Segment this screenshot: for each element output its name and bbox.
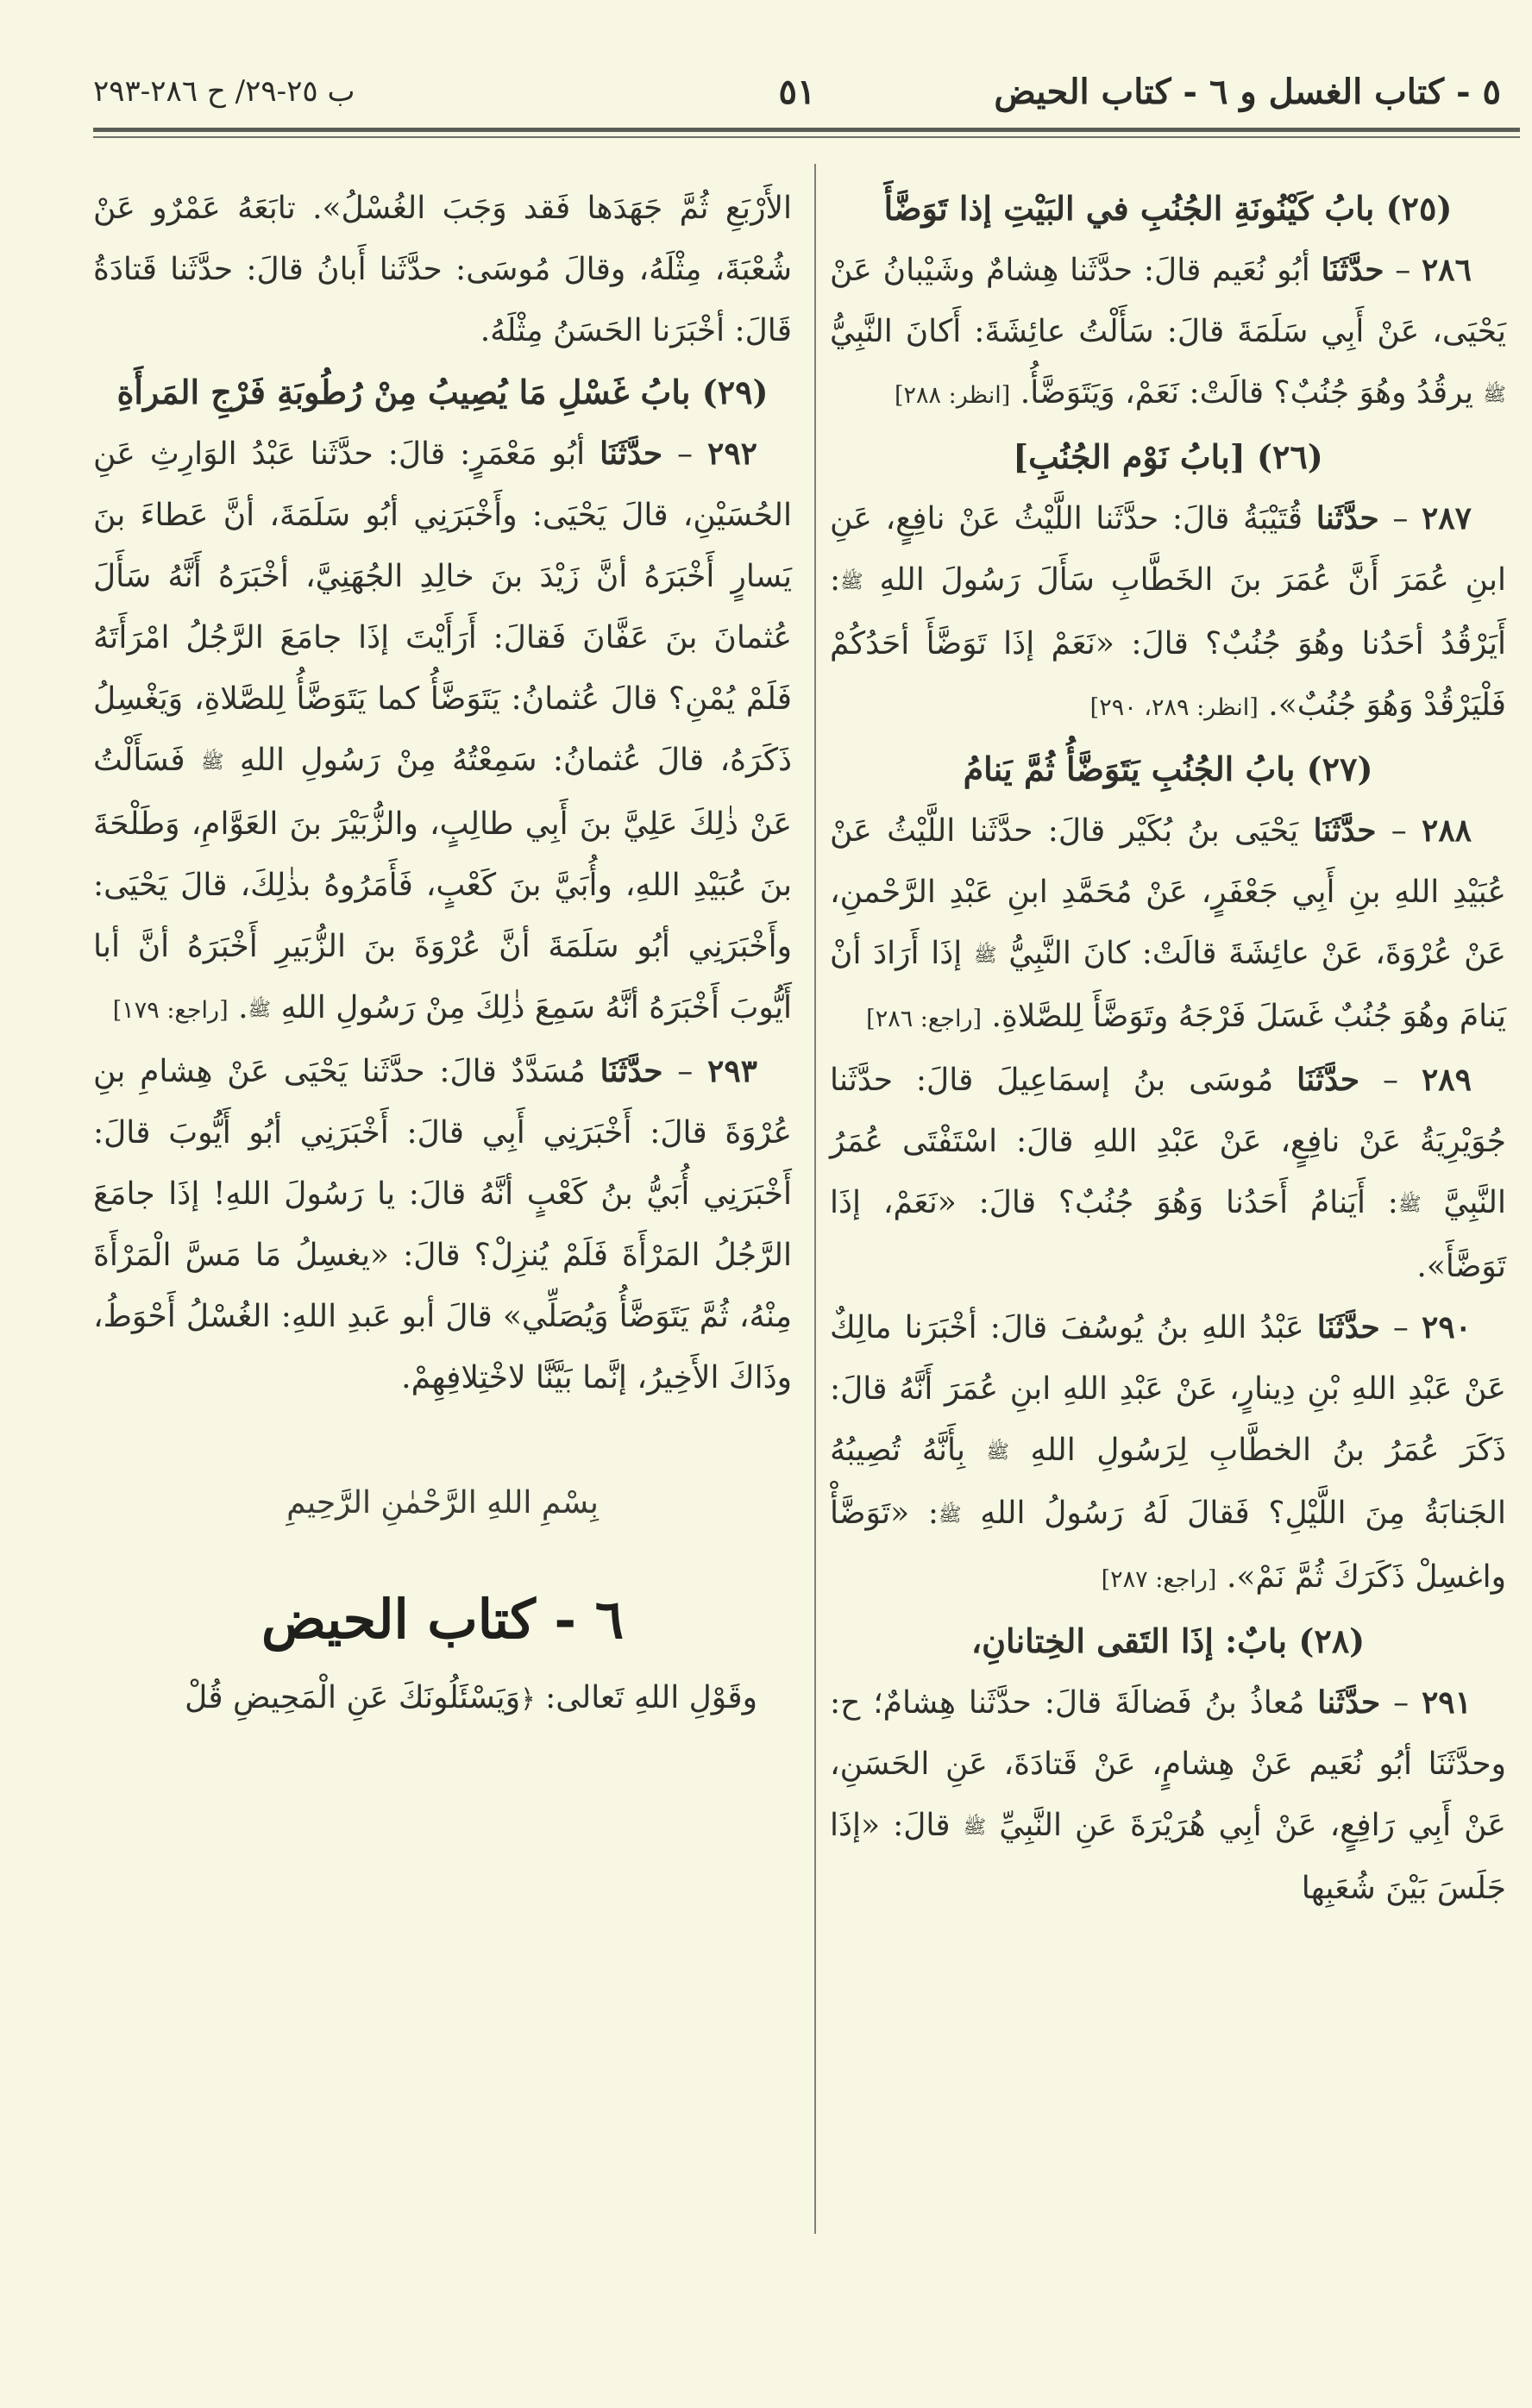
hadith-lead: حدَّثَنَا — [600, 1052, 663, 1089]
hadith-text: إذَا أَرَادَ أنْ يَنامَ وهُوَ جُنُبٌ غَسَلَ فَرْجَهُ وتَوَضَّأَ لِلصَّلاةِ. — [830, 935, 1506, 1034]
cross-reference: [راجع: ٢٨٦] — [866, 1006, 983, 1032]
basmala: بِسْمِ اللهِ الرَّحْمٰنِ الرَّحِيمِ — [286, 1484, 599, 1521]
salawat-icon: ﷺ — [986, 1441, 1010, 1463]
left-column — [93, 178, 792, 1730]
hadith-text: قالَ: «إذَا جَلَسَ بَيْنَ شُعَبِها — [830, 1807, 1506, 1906]
hadith-number: ٢٩٢ — [707, 436, 758, 472]
bab-word: [بابُ — [1179, 437, 1246, 476]
salawat-icon: ﷺ — [200, 751, 224, 774]
bab-word: بابُ — [640, 373, 691, 411]
hadith-290: ٢٩٠ – حدَّثَنَا عَبْدُ اللهِ بنُ يُوسُفَ قالَ: أخْبَرَنا مالِكٌ عَنْ عَبْدِ اللهِ بْنِ دِينارٍ، عَنْ عَبْدِ اللهِ ابنِ عُمَرَ أَنَّهُ قالَ: ذَكَرَ عُمَرُ بنُ الخطَّابِ لِرَسُولِ اللهِ ﷺ بِأَنَّهُ تُصِيبُهُ الجَنابَةُ مِنَ اللَّيْلِ؟ فَقالَ لَهُ رَسُولُ اللهِ ﷺ: «تَوَضَّأْ واغسِلْ ذَكَرَكَ ثُمَّ نَمْ». [راجع: ٢٨٧] — [830, 1308, 1506, 1595]
salawat-icon: ﷺ — [963, 1816, 987, 1838]
hadith-text: : أَيَنامُ أَحَدُنا وَهُوَ جُنُبٌ؟ قالَ: «نَعَمْ، إذَا تَوَضَّأَ». — [830, 1185, 1506, 1284]
right-column — [830, 178, 1506, 1919]
kitab-title: ٦ - كتاب الحيض — [261, 1587, 625, 1651]
cross-reference: [انظر: ٢٨٨] — [894, 382, 1011, 409]
salawat-icon: ﷺ — [939, 1504, 962, 1527]
salawat-icon: ﷺ — [248, 999, 272, 1020]
bab-number: (٢٥) — [1385, 189, 1453, 228]
column-divider — [814, 164, 816, 2234]
bab-heading-28 — [830, 1610, 1506, 1672]
cross-reference: [راجع: ٢٨٧] — [1101, 1565, 1217, 1593]
header-rule-thin — [93, 136, 1520, 138]
cross-reference: [انظر: ٢٨٩، ٢٩٠] — [1089, 693, 1259, 721]
hadith-lead: حدَّثَنَا — [600, 436, 663, 472]
hadith-text: أبُو نُعَيم قالَ: حدَّثَنا هِشامٌ وشَيْبانُ عَنْ يَحْيَى، عَنْ أَبِي سَلَمَةَ قالَ: سَأَلْتُ عائِشَةَ: أَكانَ النَّبِيُّ — [830, 253, 1506, 349]
hadith-288: ٢٨٨ – حدَّثَنَا يَحْيَى بنُ بُكَيْر قالَ: حدَّثَنا اللَّيْثُ عَنْ عُبَيْدِ اللهِ بنِ أَبِي جَعْفَرٍ، عَنْ مُحَمَّدِ ابنِ عَبْدِ الرَّحْمنِ، عَنْ عُرْوَةَ، عَنْ عائِشَةَ قالَتْ: كانَ النَّبِيُّ ﷺ إذَا أَرَادَ أنْ يَنامَ وهُوَ جُنُبٌ غَسَلَ فَرْجَهُ وتَوَضَّأَ لِلصَّلاةِ. [راجع: ٢٨٦] — [830, 812, 1506, 1034]
bab-title: كَيْنُونَةِ الجُنُبِ في البَيْتِ إذا تَوَضَّأَ — [883, 189, 1314, 228]
hadith-number: ٢٨٧ — [1421, 500, 1472, 536]
bab-title: نَوْم الجُنُبِ] — [1013, 437, 1169, 476]
ayah-intro: وقَوْلِ اللهِ تَعالى: — [545, 1679, 757, 1715]
hadith-286: ٢٨٦ – حدَّثَنَا أبُو نُعَيم قالَ: حدَّثَنا هِشامٌ وشَيْبانُ عَنْ يَحْيَى، عَنْ أَبِي سَلَمَةَ قالَ: سَأَلْتُ عائِشَةَ: أَكانَ النَّبِيُّ ﷺ يرقُدُ وهُوَ جُنُبٌ؟ قالَتْ: نَعَمْ، وَيَتَوَضَّأُ. [انظر: ٢٨٨] — [830, 252, 1506, 411]
hadith-292: ٢٩٢ – حدَّثَنَا أبُو مَعْمَرٍ: قالَ: حدَّثَنا عَبْدُ الوَارِثِ عَنِ الحُسَيْنِ، قالَ يَحْيَى: وأَخْبَرَنِي أبُو سَلَمَةَ، أنَّ عَطاءَ بنَ يَسارٍ أَخْبَرَهُ أنَّ زَيْدَ بنَ خالِدِ الجُهَنِيَّ، أخْبَرَهُ أَنَّهُ سَأَلَ عُثمانَ بنَ عَفَّانَ فَقالَ: أَرَأَيْتَ إذَا جامَعَ الرَّجُلُ امْرَأَتَهُ فَلَمْ يُمْنِ؟ قالَ عُثمانُ: يَتَوَضَّأُ كما يَتَوَضَّأُ لِلصَّلاةِ، وَيَغْسِلُ ذَكَرَهُ، قالَ عُثمانُ: سَمِعْتُهُ مِنْ رَسُولِ اللهِ ﷺ فَسَأَلْتُ عَنْ ذٰلِكَ عَلِيَّ بنَ أَبِي طالِبٍ، والزُّبَيْرَ بنَ العَوَّامِ، وَطَلْحَةَ بنَ عُبَيْدِ اللهِ، وأُبَيَّ بنَ كَعْبٍ، فَأَمَرُوهُ بذٰلِكَ، قالَ يَحْيَى: وأَخْبَرَنِي أبُو سَلَمَةَ أنَّ عُرْوَةَ بنَ الزُّبَيرِ أَخْبَرَهُ أنَّ أبا أَيُّوبَ أَخْبَرَهُ أنَّهُ سَمِعَ ذٰلِكَ مِنْ رَسُولِ اللهِ ﷺ. [راجع: ١٧٩] — [93, 436, 792, 1025]
page-number: ٥١ — [778, 71, 816, 112]
bab-word: بابُ — [1245, 749, 1296, 788]
bab-number: (٢٨) — [1298, 1621, 1366, 1660]
hadith-text: عَبْدُ اللهِ بنُ يُوسُفَ قالَ: أخْبَرَنا مالِكٌ عَنْ عَبْدِ اللهِ بْنِ دِينارٍ، عَنْ عَبْدِ اللهِ ابنِ عُمَرَ أَنَّهُ قالَ: ذَكَرَ عُمَرُ بنُ الخطَّابِ لِرَسُولِ اللهِ — [830, 1309, 1506, 1468]
bab-heading-25 — [830, 178, 1506, 240]
hadith-number: ٢٨٩ — [1421, 1062, 1472, 1098]
hadith-number: ٢٩٣ — [706, 1052, 757, 1089]
hadith-text: فَسَأَلْتُ عَنْ ذٰلِكَ عَلِيَّ بنَ أَبِي طالِبٍ، والزُّبَيْرَ بنَ العَوَّامِ، وَطَلْحَةَ بنَ عُبَيْدِ اللهِ، وأُبَيَّ بنَ كَعْبٍ، فَأَمَرُوهُ بذٰلِكَ، قالَ يَحْيَى: وأَخْبَرَنِي أبُو سَلَمَةَ أنَّ عُرْوَةَ بنَ الزُّبَيرِ أَخْبَرَهُ أنَّ أبا أَيُّوبَ أَخْبَرَهُ أنَّهُ سَمِعَ ذٰلِكَ مِنْ رَسُولِ اللهِ — [93, 743, 792, 1025]
hadith-text: مُسَدَّدٌ قالَ: حدَّثَنا يَحْيَى عَنْ هِشامِ بنِ عُرْوَةَ قالَ: أَخْبَرَنِي أَبِي قالَ: أَخْبَرَنِي أبُو أَيُّوبَ قالَ: أَخْبَرَنِي أُبَيُّ بنُ كَعْبٍ أنَّهُ قالَ: يا رَسُولَ اللهِ! إذَا جامَعَ الرَّجُلُ المَرْأَةَ فَلَمْ يُنزِلْ؟ قالَ: «يغسِلُ مَا مَسَّ الْمَرْأَةَ مِنْهُ، ثُمَّ يَتَوَضَّأُ وَيُصَلِّي» قالَ أبو عَبدِ اللهِ: الغُسْلُ أَحْوَطُ، وذَاكَ الأَخِيرُ، إنَّما بَيَّنَّا لاخْتِلافِهِمْ. — [93, 1053, 792, 1395]
bab-title: الجُنُبِ يَتَوَضَّأُ ثُمَّ يَنامُ — [963, 749, 1234, 788]
bab-title: غَسْلِ مَا يُصِيبُ مِنْ رُطُوبَةِ فَرْجِ المَرأَةِ — [116, 373, 630, 411]
bab-number: (٢٩) — [701, 373, 769, 411]
hadith-lead: حدَّثَنَا — [1313, 812, 1377, 849]
chapter-hadith-range: ب ٢٥-٢٩/ ح ٢٨٦-٢٩٣ — [93, 74, 355, 109]
hadith-text: يَحْيَى بنُ بُكَيْر قالَ: حدَّثَنا اللَّيْثُ عَنْ عُبَيْدِ اللهِ بنِ أَبِي جَعْفَرٍ، عَنْ مُحَمَّدِ ابنِ عَبْدِ الرَّحْمنِ، عَنْ عُرْوَةَ، عَنْ عائِشَةَ قالَتْ: كانَ النَّبِيُّ — [830, 812, 1506, 971]
hadith-291: ٢٩١ – حدَّثَنا مُعاذُ بنُ فَضالَةَ قالَ: حدَّثَنا هِشامٌ؛ ح: وحدَّثَنَا أبُو نُعَيم عَنْ هِشامٍ، عَنْ قَتادَةَ، عَنِ الحَسَنِ، عَنْ أَبِي رَافِعٍ، عَنْ أبِي هُرَيْرَةَ عَنِ النَّبِيِّ ﷺ قالَ: «إذَا جَلَسَ بَيْنَ شُعَبِها — [830, 1684, 1507, 1906]
hadith-text: : «تَوَضَّأْ واغسِلْ ذَكَرَكَ ثُمَّ نَمْ». — [830, 1496, 1506, 1595]
bab-heading-26 — [830, 426, 1506, 488]
bab-word: بابُ — [1324, 189, 1375, 228]
ayah-text: وَيَسْئَلُونَكَ عَنِ الْمَحِيضِ قُلْ — [185, 1679, 521, 1715]
ayah-introduction — [93, 1667, 792, 1730]
header-rule-thick — [93, 128, 1520, 132]
hadith-lead: حدَّثَنَا — [1316, 1308, 1380, 1345]
hadith-number: ٢٩٠ — [1421, 1308, 1472, 1345]
hadith-text: قُتَيْبَةُ قالَ: حدَّثَنا اللَّيْثُ عَنْ نافِعٍ، عَنِ ابنِ عُمَرَ أَنَّ عُمَرَ بنَ الخَطَّابِ سَأَلَ رَسُولَ اللهِ — [830, 501, 1506, 598]
hadith-number: ٢٩١ — [1421, 1684, 1472, 1721]
hadith-lead: حدَّثَنَا — [1297, 1062, 1360, 1098]
hadith-lead: حدَّثَنا — [1315, 500, 1379, 536]
salawat-icon: ﷺ — [973, 944, 997, 966]
hadith-number: ٢٨٨ — [1421, 812, 1472, 849]
hadith-287: ٢٨٧ – حدَّثَنا قُتَيْبَةُ قالَ: حدَّثَنا اللَّيْثُ عَنْ نافِعٍ، عَنِ ابنِ عُمَرَ أَنَّ عُمَرَ بنَ الخَطَّابِ سَأَلَ رَسُولَ اللهِ ﷺ: أَيَرْقُدُ أحَدُنا وهُوَ جُنُبٌ؟ قالَ: «نَعَمْ إذَا تَوَضَّأَ أحَدُكُمْ فَلْيَرْقُدْ وَهُوَ جُنُبٌ». [انظر: ٢٨٩، ٢٩٠] — [830, 500, 1506, 723]
hadith-293: ٢٩٣ – حدَّثَنَا مُسَدَّدٌ قالَ: حدَّثَنا يَحْيَى عَنْ هِشامِ بنِ عُرْوَةَ قالَ: أَخْبَرَنِي أَبِي قالَ: أَخْبَرَنِي أبُو أَيُّوبَ قالَ: أَخْبَرَنِي أُبَيُّ بنُ كَعْبٍ أنَّهُ قالَ: يا رَسُولَ اللهِ! إذَا جامَعَ الرَّجُلُ المَرْأَةَ فَلَمْ يُنزِلْ؟ قالَ: «يغسِلُ مَا مَسَّ الْمَرْأَةَ مِنْهُ، ثُمَّ يَتَوَضَّأُ وَيُصَلِّي» قالَ أبو عَبدِ اللهِ: الغُسْلُ أَحْوَطُ، وذَاكَ الأَخِيرُ، إنَّما بَيَّنَّا لاخْتِلافِهِمْ. — [93, 1052, 792, 1395]
hadith-number: ٢٨٦ — [1421, 252, 1472, 288]
bab-number: (٢٧) — [1306, 749, 1373, 788]
bab-title: إذَا التَقى الخِتانانِ، — [970, 1621, 1214, 1660]
hadith-text: يرقُدُ وهُوَ جُنُبٌ؟ قالَتْ: نَعَمْ، وَيَتَوَضَّأُ. — [1020, 375, 1473, 411]
bab-heading-29 — [93, 361, 792, 423]
hadith-291-continuation: الأَرْبَعِ ثُمَّ جَهَدَها فَقد وَجَبَ الغُسْلُ». تابَعَهُ عَمْرٌو عَنْ شُعْبَةَ، مِثْلَهُ، وقالَ مُوسَى: حدَّثَنا أَبانُ قالَ: حدَّثَنا قَتادَةُ قَالَ: أخْبَرَنا الحَسَنُ مِثْلَهُ. — [93, 191, 792, 348]
hadith-text: مُعاذُ بنُ فَضالَةَ قالَ: حدَّثَنا هِشامٌ؛ ح: وحدَّثَنَا أبُو نُعَيم عَنْ هِشامٍ، عَنْ قَتادَةَ، عَنِ الحَسَنِ، عَنْ أَبِي رَافِعٍ، عَنْ أبِي هُرَيْرَةَ عَنِ النَّبِيِّ — [830, 1684, 1507, 1843]
page-header — [93, 66, 1501, 117]
hadith-lead: حدَّثَنا — [1317, 1684, 1381, 1721]
hadith-text: مُوسَى بنُ إسمَاعِيلَ قالَ: حدَّثَنا جُوَيْرِيَةُ عَنْ نافِعٍ، عَنْ عَبْدِ اللهِ قالَ: اسْتَفْتَى عُمَرُ النَّبِيَّ — [830, 1063, 1507, 1220]
quran-bracket-icon: ﴿ — [520, 1684, 536, 1715]
bab-number: (٢٦) — [1256, 437, 1323, 476]
cross-reference: [راجع: ١٧٩] — [112, 996, 229, 1024]
bab-heading-27 — [830, 738, 1506, 800]
running-title: ٥ - كتاب الغسل و ٦ - كتاب الحيض — [994, 71, 1501, 112]
bab-word: بابٌ: — [1225, 1621, 1288, 1660]
hadith-text: : أَيَرْقُدُ أحَدُنا وهُوَ جُنُبٌ؟ قالَ: «نَعَمْ إذَا تَوَضَّأَ أحَدُكُمْ فَلْيَرْقُدْ وَهُوَ جُنُبٌ». — [830, 562, 1506, 723]
hadith-text: أبُو مَعْمَرٍ: قالَ: حدَّثَنا عَبْدُ الوَارِثِ عَنِ الحُسَيْنِ، قالَ يَحْيَى: وأَخْبَرَنِي أبُو سَلَمَةَ، أنَّ عَطاءَ بنَ يَسارٍ أَخْبَرَهُ أنَّ زَيْدَ بنَ خالِدِ الجُهَنِيَّ، أخْبَرَهُ أَنَّهُ سَأَلَ عُثمانَ بنَ عَفَّانَ فَقالَ: أَرَأَيْتَ إذَا جامَعَ الرَّجُلُ امْرَأَتَهُ فَلَمْ يُمْنِ؟ قالَ عُثمانُ: يَتَوَضَّأُ كما يَتَوَضَّأُ لِلصَّلاةِ، وَيَغْسِلُ ذَكَرَهُ، قالَ عُثمانُ: سَمِعْتُهُ مِنْ رَسُولِ اللهِ — [93, 436, 792, 778]
hadith-text: بِأَنَّهُ تُصِيبُهُ الجَنابَةُ مِنَ اللَّيْلِ؟ فَقالَ لَهُ رَسُولُ اللهِ — [830, 1432, 1506, 1531]
hadith-289: ٢٨٩ – حدَّثَنَا مُوسَى بنُ إسمَاعِيلَ قالَ: حدَّثَنا جُوَيْرِيَةُ عَنْ نافِعٍ، عَنْ عَبْدِ اللهِ قالَ: اسْتَفْتَى عُمَرُ النَّبِيَّ ﷺ: أَيَنامُ أَحَدُنا وَهُوَ جُنُبٌ؟ قالَ: «نَعَمْ، إذَا تَوَضَّأَ». — [830, 1062, 1507, 1284]
salawat-icon: ﷺ — [1397, 1194, 1422, 1216]
salawat-icon: ﷺ — [840, 571, 863, 593]
hadith-lead: حدَّثَنَا — [1321, 252, 1384, 288]
salawat-icon: ﷺ — [1483, 384, 1506, 406]
